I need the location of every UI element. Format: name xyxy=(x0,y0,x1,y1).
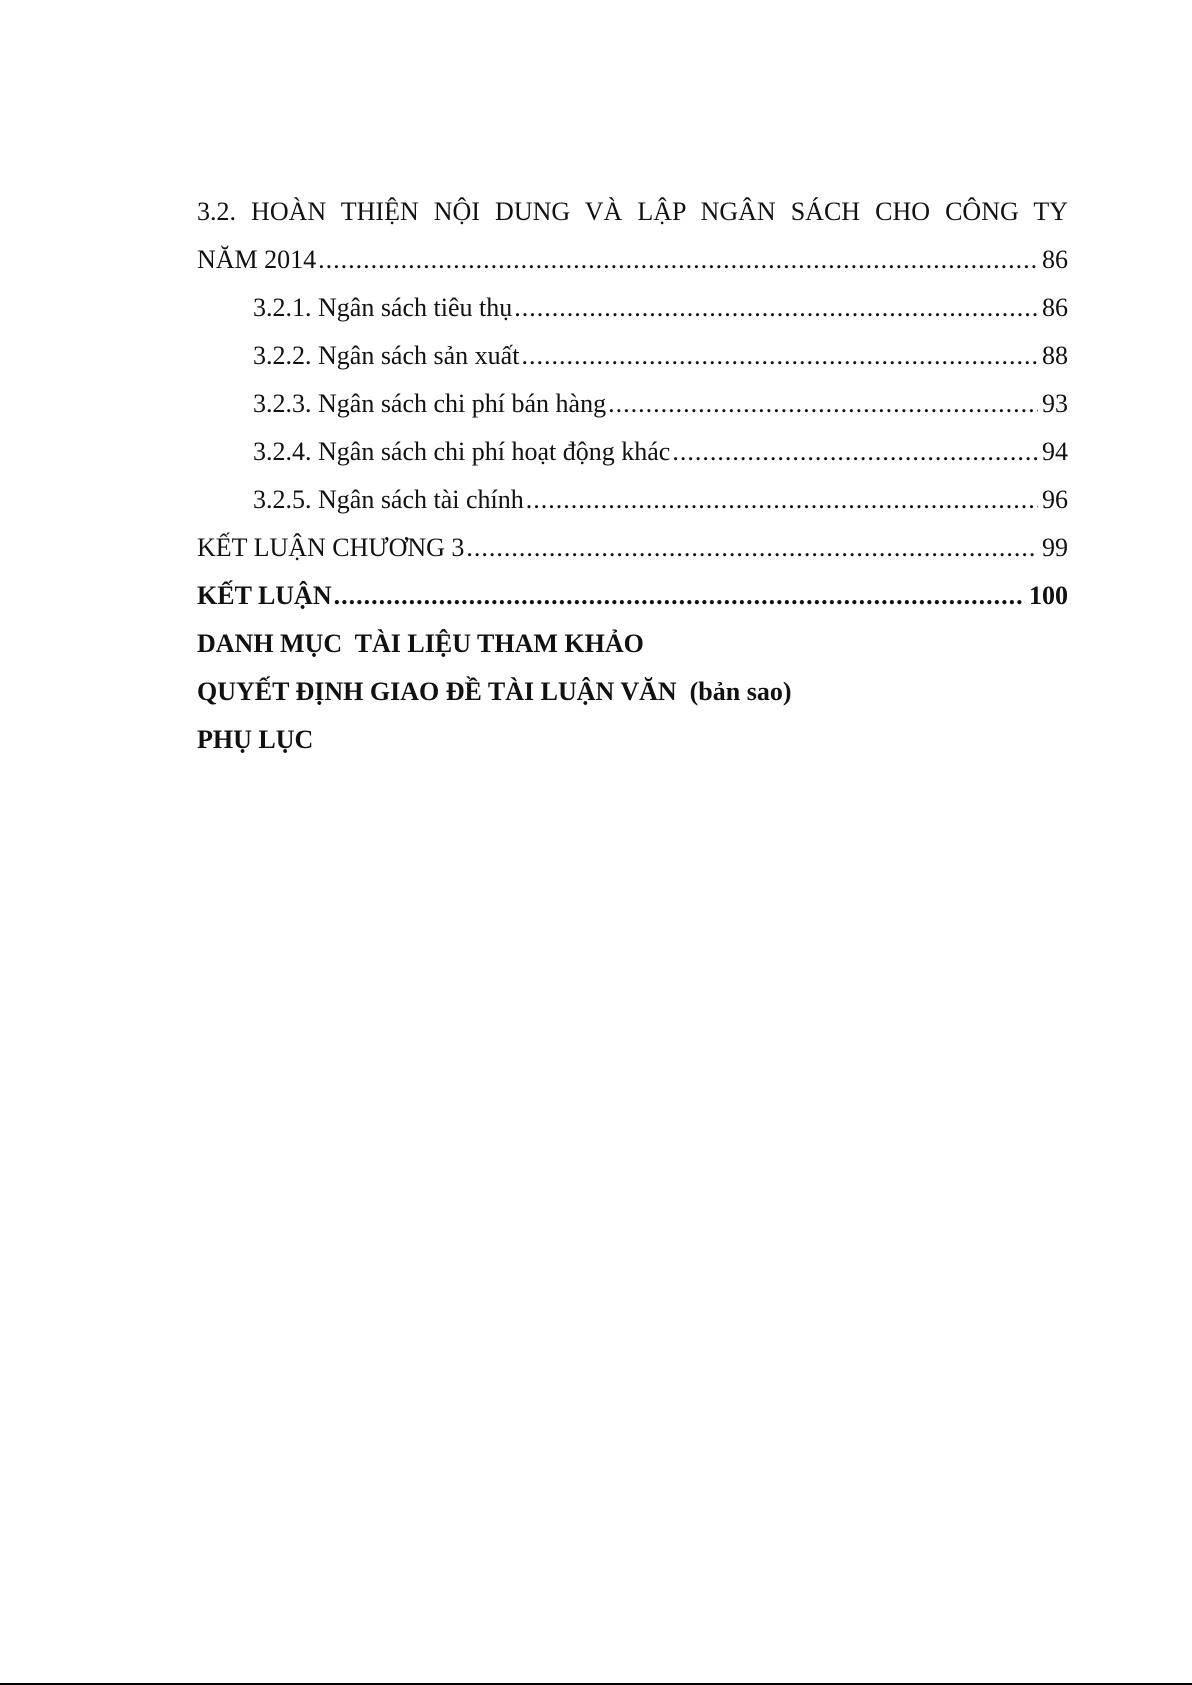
toc-page-number: 94 xyxy=(1042,437,1068,466)
dot-leader xyxy=(526,476,1038,524)
toc-entry-title: 3.2.1. Ngân sách tiêu thụ xyxy=(253,293,513,322)
toc-page-number: 100 xyxy=(1029,581,1068,610)
toc-entry-title: 3.2.4. Ngân sách chi phí hoạt động khác xyxy=(253,437,671,466)
toc-entry-3-2[interactable] xyxy=(197,236,1068,284)
dot-leader xyxy=(334,572,1025,620)
toc-entry-conclusion[interactable] xyxy=(197,572,1068,620)
toc-entry-title: KẾT LUẬN CHƯƠNG 3 xyxy=(197,533,465,562)
toc-page-number: 96 xyxy=(1042,485,1068,514)
dot-leader xyxy=(521,332,1038,380)
toc-entry-title: 3.2.3. Ngân sách chi phí bán hàng xyxy=(253,389,607,418)
toc-entry-3-2-5[interactable] xyxy=(197,476,1068,524)
dot-leader xyxy=(318,236,1038,284)
toc-page-number: 86 xyxy=(1042,293,1068,322)
toc-entry-title: KẾT LUẬN xyxy=(197,581,332,610)
toc-entry-3-2-3[interactable] xyxy=(197,380,1068,428)
dot-leader xyxy=(514,284,1038,332)
dot-leader xyxy=(672,428,1038,476)
toc-heading-3-2-line1: 3.2. HOÀN THIỆN NỘI DUNG VÀ LẬP NGÂN SÁCH CHO CÔNG TY xyxy=(197,197,1068,226)
table-of-contents xyxy=(197,188,1068,764)
toc-page-number: 88 xyxy=(1042,341,1068,370)
toc-entry-chapter3-conclusion[interactable] xyxy=(197,524,1068,572)
toc-entry-3-2-1[interactable] xyxy=(197,284,1068,332)
toc-entry-references[interactable]: DANH MỤC TÀI LIỆU THAM KHẢO xyxy=(197,629,644,658)
toc-entry-appendix[interactable]: PHỤ LỤC xyxy=(197,725,314,754)
toc-entry-3-2-4[interactable] xyxy=(197,428,1068,476)
toc-entry-title: 3.2.2. Ngân sách sản xuất xyxy=(253,341,520,370)
toc-page-number: 86 xyxy=(1042,245,1068,274)
dot-leader xyxy=(466,524,1038,572)
toc-entry-decision[interactable]: QUYẾT ĐỊNH GIAO ĐỀ TÀI LUẬN VĂN (bản sao) xyxy=(197,677,792,706)
toc-entry-title: 3.2.5. Ngân sách tài chính xyxy=(253,485,524,514)
toc-entry-title: NĂM 2014 xyxy=(197,245,317,274)
toc-page-number: 93 xyxy=(1042,389,1068,418)
toc-page-number: 99 xyxy=(1042,533,1068,562)
dot-leader xyxy=(608,380,1038,428)
toc-entry-3-2-2[interactable] xyxy=(197,332,1068,380)
